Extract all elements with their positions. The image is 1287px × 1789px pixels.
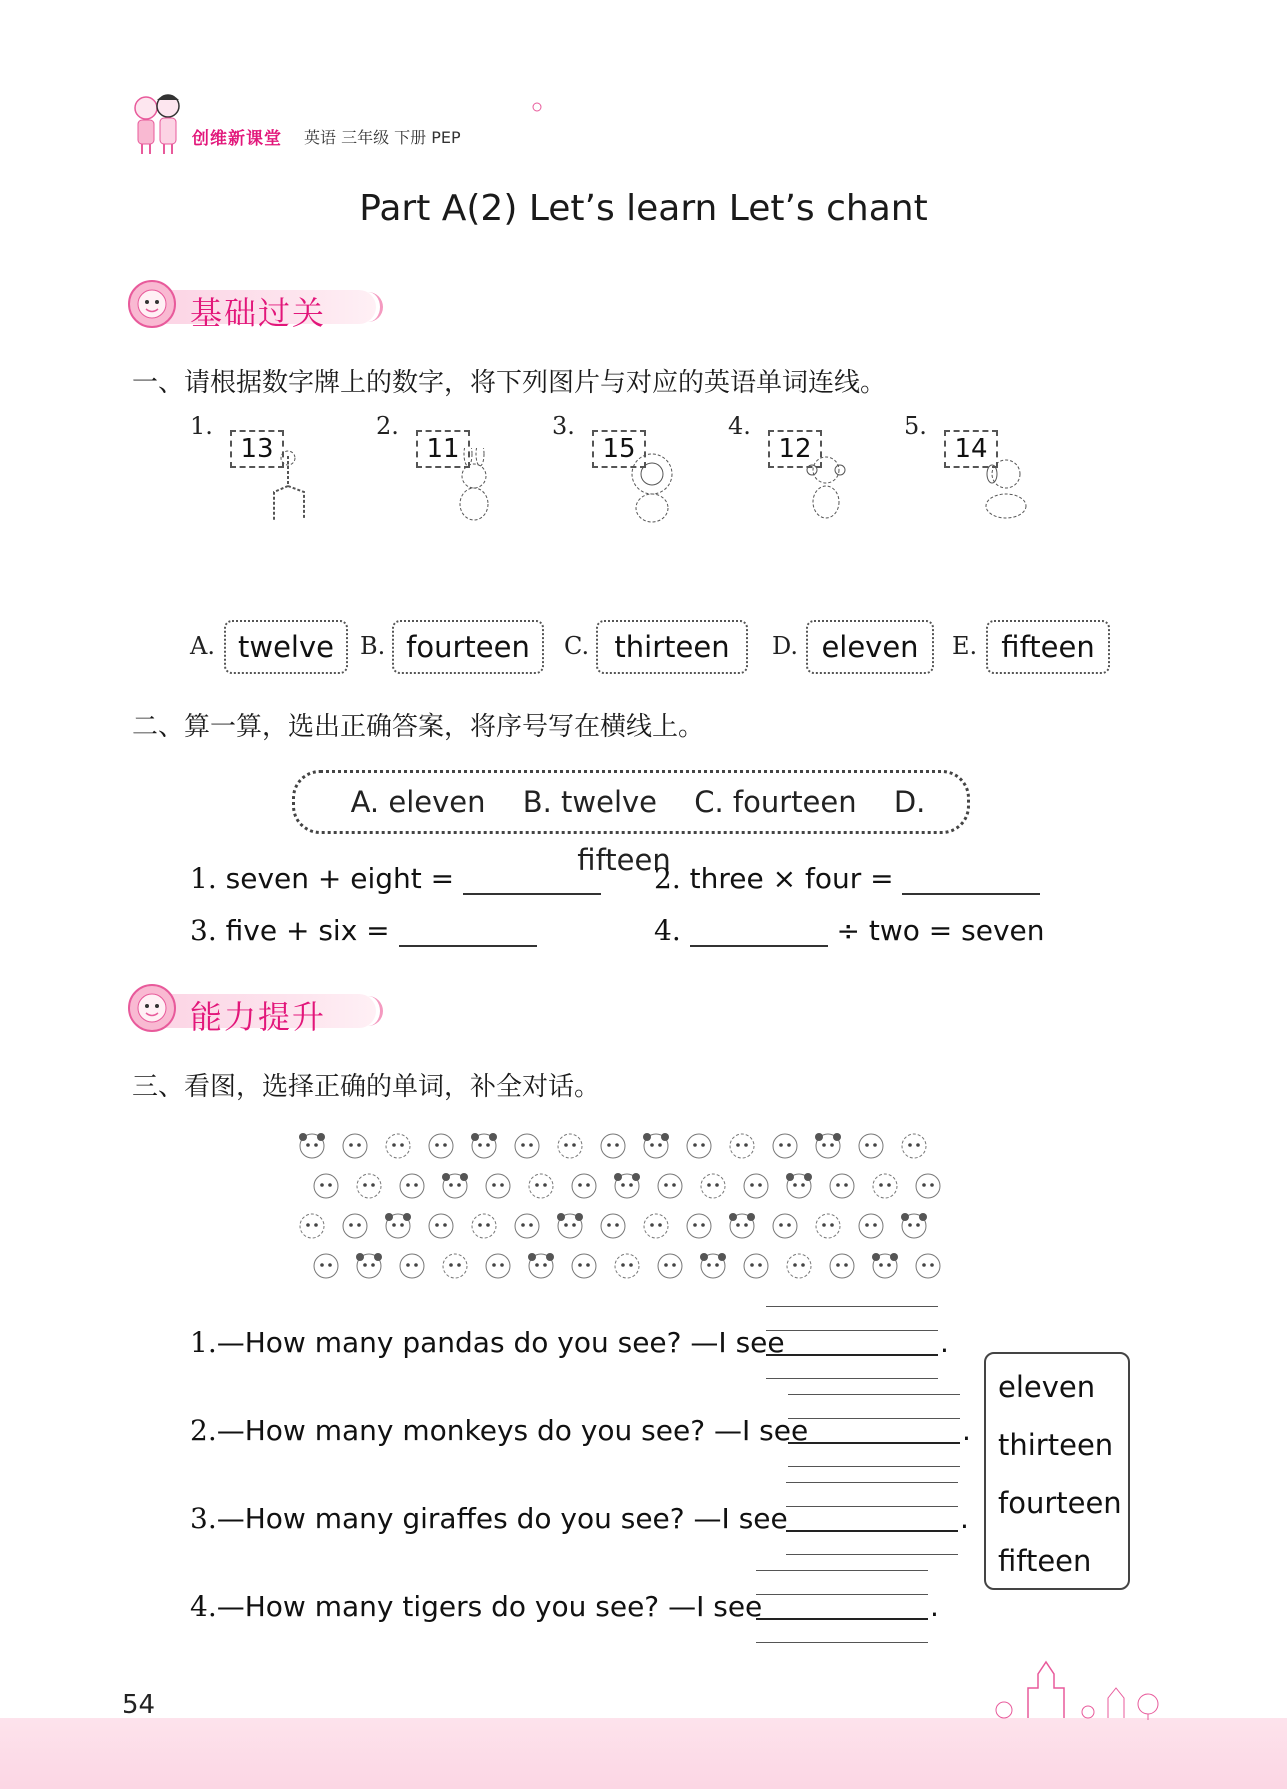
animal-face-icon <box>528 1253 554 1278</box>
number-sign: 13 <box>230 430 284 468</box>
number-sign: 11 <box>416 430 470 468</box>
rabbit-icon <box>434 448 514 528</box>
picture-index: 3. <box>552 412 575 440</box>
answer-blank[interactable] <box>399 915 537 947</box>
option-word[interactable]: fifteen <box>986 620 1110 674</box>
word-bank-item: fifteen <box>998 1544 1092 1578</box>
dialogue-1: 1.—How many pandas do you see? —I see <box>190 1326 785 1359</box>
answer-blank[interactable] <box>690 915 828 947</box>
period: . <box>940 1326 949 1359</box>
picture-index: 4. <box>728 412 751 440</box>
option-letter: E. <box>952 632 978 660</box>
cartoon-face-icon <box>128 280 176 328</box>
number-sign: 14 <box>944 430 998 468</box>
picture-item <box>728 412 868 522</box>
animal-face-icon <box>786 1173 812 1198</box>
option-letter: A. <box>190 632 215 660</box>
animal-face-icon <box>472 1214 496 1238</box>
animal-face-icon <box>400 1174 424 1198</box>
animal-face-icon <box>356 1253 382 1278</box>
animal-face-icon <box>644 1214 668 1238</box>
question-1: 一、请根据数字牌上的数字，将下列图片与对应的英语单词连线。 <box>132 368 887 398</box>
brand-name: 创维新课堂 <box>192 129 282 149</box>
animal-face-icon <box>515 1214 539 1238</box>
animal-face-icon <box>700 1253 726 1278</box>
animal-face-icon <box>299 1133 325 1158</box>
animal-face-icon <box>729 1213 755 1238</box>
period: . <box>962 1414 971 1447</box>
animal-face-icon <box>357 1174 381 1198</box>
animal-face-icon <box>902 1134 926 1158</box>
equation-2: 2. three × four = <box>654 862 1040 895</box>
question-3: 三、看图，选择正确的单词，补全对话。 <box>132 1072 601 1102</box>
animal-face-icon <box>744 1174 768 1198</box>
period: . <box>960 1502 969 1535</box>
animal-face-icon <box>901 1213 927 1238</box>
dialogue-2: 2.—How many monkeys do you see? —I see <box>190 1414 809 1447</box>
option-letter: B. <box>360 632 386 660</box>
period: . <box>930 1590 939 1623</box>
animal-face-icon <box>859 1134 883 1158</box>
animal-face-icon <box>386 1134 410 1158</box>
banner-label: 基础过关 <box>190 294 327 332</box>
animal-face-icon <box>614 1173 640 1198</box>
picture-item <box>190 412 330 522</box>
animal-face-icon <box>916 1254 940 1278</box>
animal-face-icon <box>557 1213 583 1238</box>
word-bank-item: eleven <box>998 1370 1096 1404</box>
answer-blank[interactable] <box>463 863 601 895</box>
animal-face-icon <box>486 1174 510 1198</box>
animal-face-icon <box>529 1174 553 1198</box>
option-letter: C. <box>564 632 590 660</box>
picture-index: 5. <box>904 412 927 440</box>
animal-face-icon <box>343 1134 367 1158</box>
answer-blank[interactable] <box>902 863 1040 895</box>
animal-face-icon <box>572 1174 596 1198</box>
animal-face-icon <box>515 1134 539 1158</box>
animal-face-icon <box>343 1214 367 1238</box>
animal-face-icon <box>873 1174 897 1198</box>
question-2: 二、算一算，选出正确答案，将序号写在横线上。 <box>132 712 705 742</box>
animal-face-icon <box>429 1134 453 1158</box>
animal-face-icon <box>314 1254 338 1278</box>
animal-face-icon <box>830 1254 854 1278</box>
option-word[interactable]: thirteen <box>596 620 748 674</box>
picture-index: 1. <box>190 412 213 440</box>
book-info: 英语 三年级 下册 PEP <box>304 128 461 147</box>
choice-item: D. fifteen <box>577 785 926 877</box>
castle-decoration-icon <box>988 1650 1168 1720</box>
answer-lines[interactable] <box>756 1570 928 1646</box>
page-number: 54 <box>122 1690 156 1720</box>
option-word[interactable]: twelve <box>224 620 348 674</box>
animal-face-icon <box>872 1253 898 1278</box>
animal-face-icon <box>572 1254 596 1278</box>
animal-face-icon <box>486 1254 510 1278</box>
word-bank <box>984 1352 1130 1590</box>
animal-face-icon <box>815 1133 841 1158</box>
animal-face-icon <box>443 1254 467 1278</box>
number-sign: 15 <box>592 430 646 468</box>
option-item <box>952 620 1112 672</box>
animal-face-icon <box>658 1174 682 1198</box>
choice-item: B. twelve <box>522 785 658 819</box>
animal-face-icon <box>442 1173 468 1198</box>
animal-face-icon <box>400 1254 424 1278</box>
equation-4: 4. ÷ two = seven <box>654 914 1045 947</box>
animal-face-icon <box>916 1174 940 1198</box>
animal-face-icon <box>558 1134 582 1158</box>
animal-face-icon <box>429 1214 453 1238</box>
animal-face-icon <box>601 1134 625 1158</box>
option-word[interactable]: fourteen <box>392 620 544 674</box>
animal-face-icon <box>859 1214 883 1238</box>
animal-face-icon <box>744 1254 768 1278</box>
answer-lines[interactable] <box>786 1482 958 1558</box>
dog-icon <box>962 448 1042 528</box>
animal-face-icon <box>730 1134 754 1158</box>
equation-3: 3. five + six = <box>190 914 537 947</box>
animal-face-icon <box>773 1214 797 1238</box>
choice-item: A. eleven <box>350 785 486 819</box>
animal-face-icon <box>385 1213 411 1238</box>
animal-face-icon <box>471 1133 497 1158</box>
choice-box <box>292 770 970 877</box>
option-item <box>190 620 350 672</box>
flower-icon <box>528 100 546 114</box>
animal-face-icon <box>687 1134 711 1158</box>
picture-item <box>552 412 692 522</box>
banner-label: 能力提升 <box>190 998 327 1036</box>
animal-face-icon <box>687 1214 711 1238</box>
animal-face-icon <box>773 1134 797 1158</box>
dialogue-4: 4.—How many tigers do you see? —I see <box>190 1590 763 1623</box>
answer-lines[interactable] <box>766 1306 938 1382</box>
picture-item <box>376 412 516 522</box>
animal-face-icon <box>701 1174 725 1198</box>
option-item <box>772 620 932 672</box>
option-item <box>360 620 550 672</box>
animal-face-icon <box>601 1214 625 1238</box>
monkey-icon <box>786 448 866 528</box>
section-banner-advanced <box>128 978 378 1034</box>
animal-face-icon <box>830 1174 854 1198</box>
dialogue-3: 3.—How many giraffes do you see? —I see <box>190 1502 788 1535</box>
footer-band <box>0 1718 1287 1789</box>
choice-item: C. fourteen <box>694 785 857 819</box>
animal-face-icon <box>658 1254 682 1278</box>
option-letter: D. <box>772 632 799 660</box>
answer-lines[interactable] <box>788 1394 960 1470</box>
option-item <box>564 620 754 672</box>
equation-1: 1. seven + eight = <box>190 862 601 895</box>
animal-crowd-illustration <box>292 1124 962 1296</box>
animal-face-icon <box>816 1214 840 1238</box>
page-title: Part A(2) Let’s learn Let’s chant <box>359 188 928 229</box>
word-bank-item: thirteen <box>998 1428 1114 1462</box>
word-bank-item: fourteen <box>998 1486 1122 1520</box>
lion-icon <box>610 448 690 528</box>
picture-index: 2. <box>376 412 399 440</box>
animal-face-icon <box>615 1254 639 1278</box>
cartoon-children-logo <box>128 88 190 156</box>
option-word[interactable]: eleven <box>806 620 934 674</box>
animal-face-icon <box>314 1174 338 1198</box>
cartoon-face-icon <box>128 984 176 1032</box>
animal-face-icon <box>643 1133 669 1158</box>
picture-item <box>904 412 1044 522</box>
animal-face-icon <box>300 1214 324 1238</box>
giraffe-icon <box>248 448 328 528</box>
number-sign: 12 <box>768 430 822 468</box>
section-banner-basic <box>128 274 378 330</box>
animal-face-icon <box>787 1254 811 1278</box>
